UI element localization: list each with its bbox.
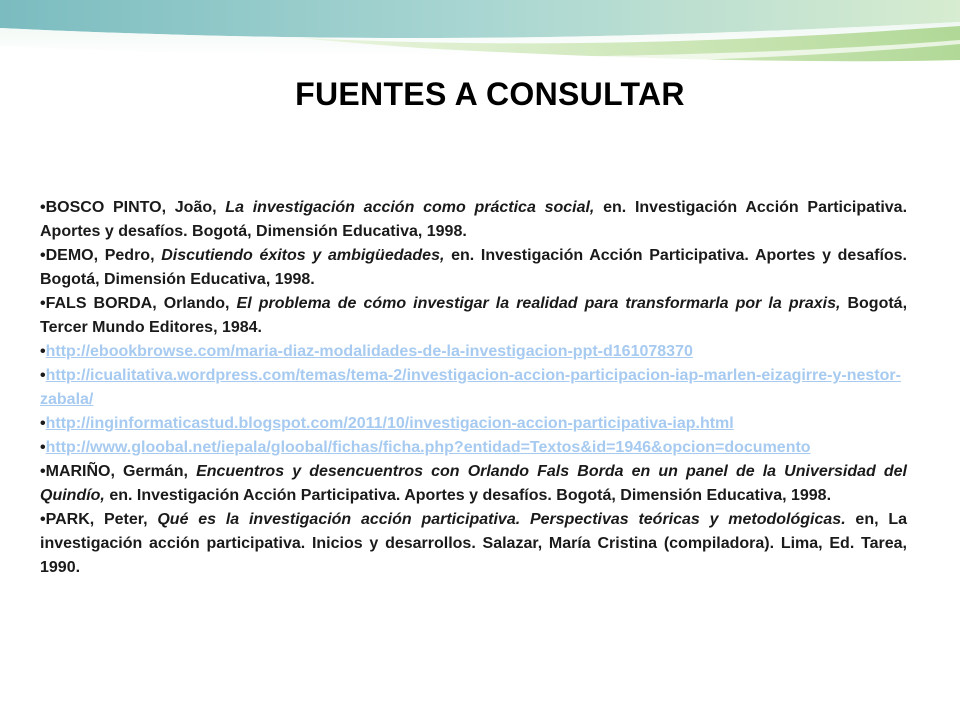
reference-link[interactable]: http://ebookbrowse.com/maria-diaz-modalidades-de-la-investigacion-ppt-d161078370 [45, 343, 693, 360]
bullet: • [40, 463, 46, 480]
reference-item [40, 460, 907, 508]
reference-link[interactable]: http://icualitativa.wordpress.com/temas/tema-2/investigacion-accion-participacion-iap-marlen-eizagirre-y-nestor-zabala/ [40, 367, 901, 408]
reference-details: en. Investigación Acción Participativa. Aportes y desafíos. Bogotá, Dimensión Educativa, 1998. [40, 199, 908, 240]
reference-item [40, 508, 907, 580]
link-item [40, 340, 907, 364]
bullet: • [40, 247, 46, 264]
link-item [40, 364, 907, 412]
reference-item [40, 244, 907, 292]
reference-details: Bogotá, Tercer Mundo Editores, 1984. [40, 295, 908, 336]
reference-details: en. Investigación Acción Participativa. Aportes y desafíos. Bogotá, Dimensión Educativa, 1998. [40, 247, 908, 288]
bullet: • [40, 511, 46, 528]
reference-details: en, La investigación acción participativa. Inicios y desarrollos. Salazar, María Cristina (compiladora). Lima, Ed. Tarea, 1990. [40, 511, 907, 576]
bullet: • [40, 199, 46, 216]
bullet: • [40, 295, 46, 312]
bullet: • [40, 439, 46, 456]
reference-author: FALS BORDA, Orlando, [45, 295, 237, 312]
reference-title: Encuentros y desencuentros con Orlando Fals Borda en un panel de la Universidad del Quindío, [40, 463, 907, 504]
reference-author: PARK, Peter, [45, 511, 158, 528]
reference-author: BOSCO PINTO, João, [45, 199, 226, 216]
bullet: • [40, 343, 46, 360]
reference-author: MARIÑO, Germán, [45, 463, 197, 480]
reference-link[interactable]: http://inginformaticastud.blogspot.com/2011/10/investigacion-accion-participativa-iap.html [45, 415, 734, 432]
reference-title: El problema de cómo investigar la realidad para transformarla por la praxis, [236, 295, 841, 312]
reference-title: Discutiendo éxitos y ambigüedades, [161, 247, 445, 264]
reference-author: DEMO, Pedro, [45, 247, 162, 264]
reference-item [40, 196, 907, 244]
bullet: • [40, 367, 46, 384]
reference-title: La investigación acción como práctica social, [225, 199, 595, 216]
link-item [40, 412, 907, 436]
page-title: FUENTES A CONSULTAR [295, 76, 685, 112]
reference-list [40, 196, 907, 580]
reference-link[interactable]: http://www.gloobal.net/iepala/gloobal/fichas/ficha.php?entidad=Textos&id=1946&opcion=documento [45, 439, 811, 456]
link-item [40, 436, 907, 460]
reference-title: Qué es la investigación acción participativa. Perspectivas teóricas y metodológicas. [157, 511, 846, 528]
reference-details: en. Investigación Acción Participativa. Aportes y desafíos. Bogotá, Dimensión Educativa, 1998. [104, 487, 832, 504]
reference-item [40, 292, 907, 340]
header-wave-decoration [0, 0, 960, 80]
bullet: • [40, 415, 46, 432]
